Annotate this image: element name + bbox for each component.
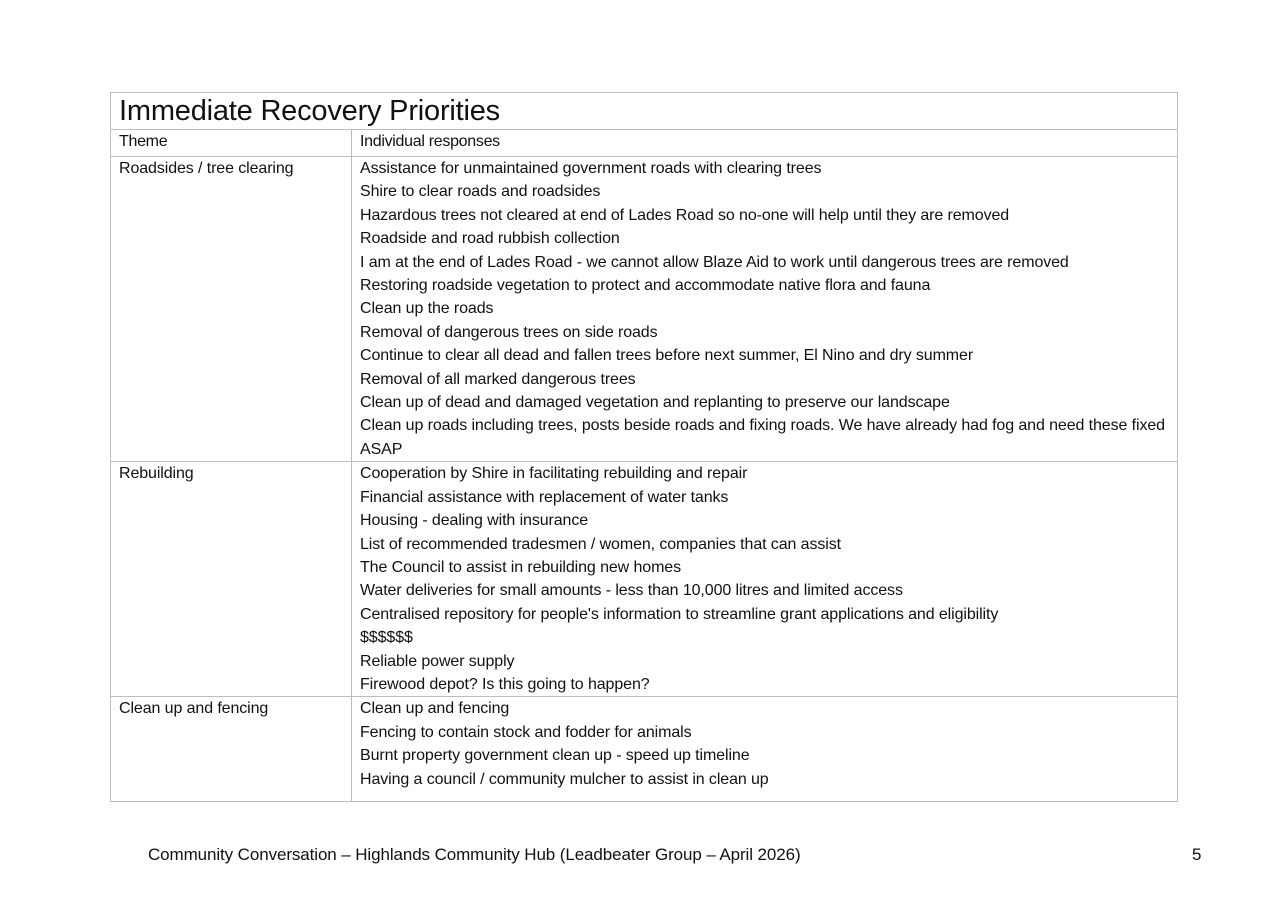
- response-item: Assistance for unmaintained government roads with clearing trees: [360, 160, 822, 177]
- responses-cell: [352, 157, 1178, 462]
- response-item: List of recommended tradesmen / women, companies that can assist: [360, 535, 841, 553]
- responses-cell: [352, 697, 1178, 802]
- table-header-row: [111, 130, 1178, 157]
- response-item: Restoring roadside vegetation to protect and accommodate native flora and fauna: [360, 277, 931, 295]
- recovery-priorities-table: [110, 92, 1178, 802]
- response-item: Water deliveries for small amounts - less than 10,000 litres and limited access: [360, 582, 903, 600]
- response-item: Clean up roads including trees, posts beside roads and fixing roads. We have already had fog and need these fixed ASAP: [360, 417, 1165, 458]
- theme-column-header: Theme: [111, 130, 352, 157]
- responses-cell: [352, 462, 1178, 697]
- table-title-row: [111, 93, 1178, 130]
- response-item: Burnt property government clean up - speed up timeline: [360, 747, 750, 765]
- response-item: Clean up of dead and damaged vegetation and replanting to preserve our landscape: [360, 394, 950, 412]
- response-item: Financial assistance with replacement of water tanks: [360, 488, 729, 506]
- theme-cell: Clean up and fencing: [111, 697, 352, 802]
- response-item: Clean up the roads: [360, 300, 494, 318]
- response-item: Roadside and road rubbish collection: [360, 230, 620, 248]
- table-row: [111, 697, 1178, 802]
- response-item: Removal of all marked dangerous trees: [360, 370, 636, 388]
- response-item: Hazardous trees not cleared at end of Lades Road so no-one will help until they are removed: [360, 206, 1010, 224]
- response-item: I am at the end of Lades Road - we cannot allow Blaze Aid to work until dangerous trees are removed: [360, 253, 1069, 271]
- theme-cell: Rebuilding: [111, 462, 352, 697]
- response-item: Clean up and fencing: [360, 700, 510, 718]
- response-item: $$$$$$: [360, 629, 413, 647]
- response-item: Cooperation by Shire in facilitating rebuilding and repair: [360, 465, 748, 483]
- response-item: The Council to assist in rebuilding new homes: [360, 558, 682, 576]
- response-item: Removal of dangerous trees on side roads: [360, 323, 658, 341]
- response-item: Centralised repository for people's information to streamline grant applications and eligibility: [360, 605, 999, 623]
- page-footer-text: Community Conversation – Highlands Community Hub (Leadbeater Group – April 2026): [148, 845, 801, 864]
- response-item: Continue to clear all dead and fallen trees before next summer, El Nino and dry summer: [360, 347, 974, 365]
- response-item: Housing - dealing with insurance: [360, 512, 589, 530]
- theme-cell: Roadsides / tree clearing: [111, 157, 352, 462]
- response-item: Fencing to contain stock and fodder for animals: [360, 723, 692, 741]
- response-item: Reliable power supply: [360, 652, 515, 670]
- response-item: Shire to clear roads and roadsides: [360, 183, 601, 201]
- table-row: [111, 462, 1178, 697]
- page-number: 5: [1192, 845, 1202, 864]
- table-row: [111, 157, 1178, 462]
- response-item: Having a council / community mulcher to assist in clean up: [360, 770, 769, 788]
- table-title: Immediate Recovery Priorities: [111, 93, 1178, 130]
- responses-column-header: Individual responses: [352, 130, 1178, 157]
- response-item: Firewood depot? Is this going to happen?: [360, 675, 650, 693]
